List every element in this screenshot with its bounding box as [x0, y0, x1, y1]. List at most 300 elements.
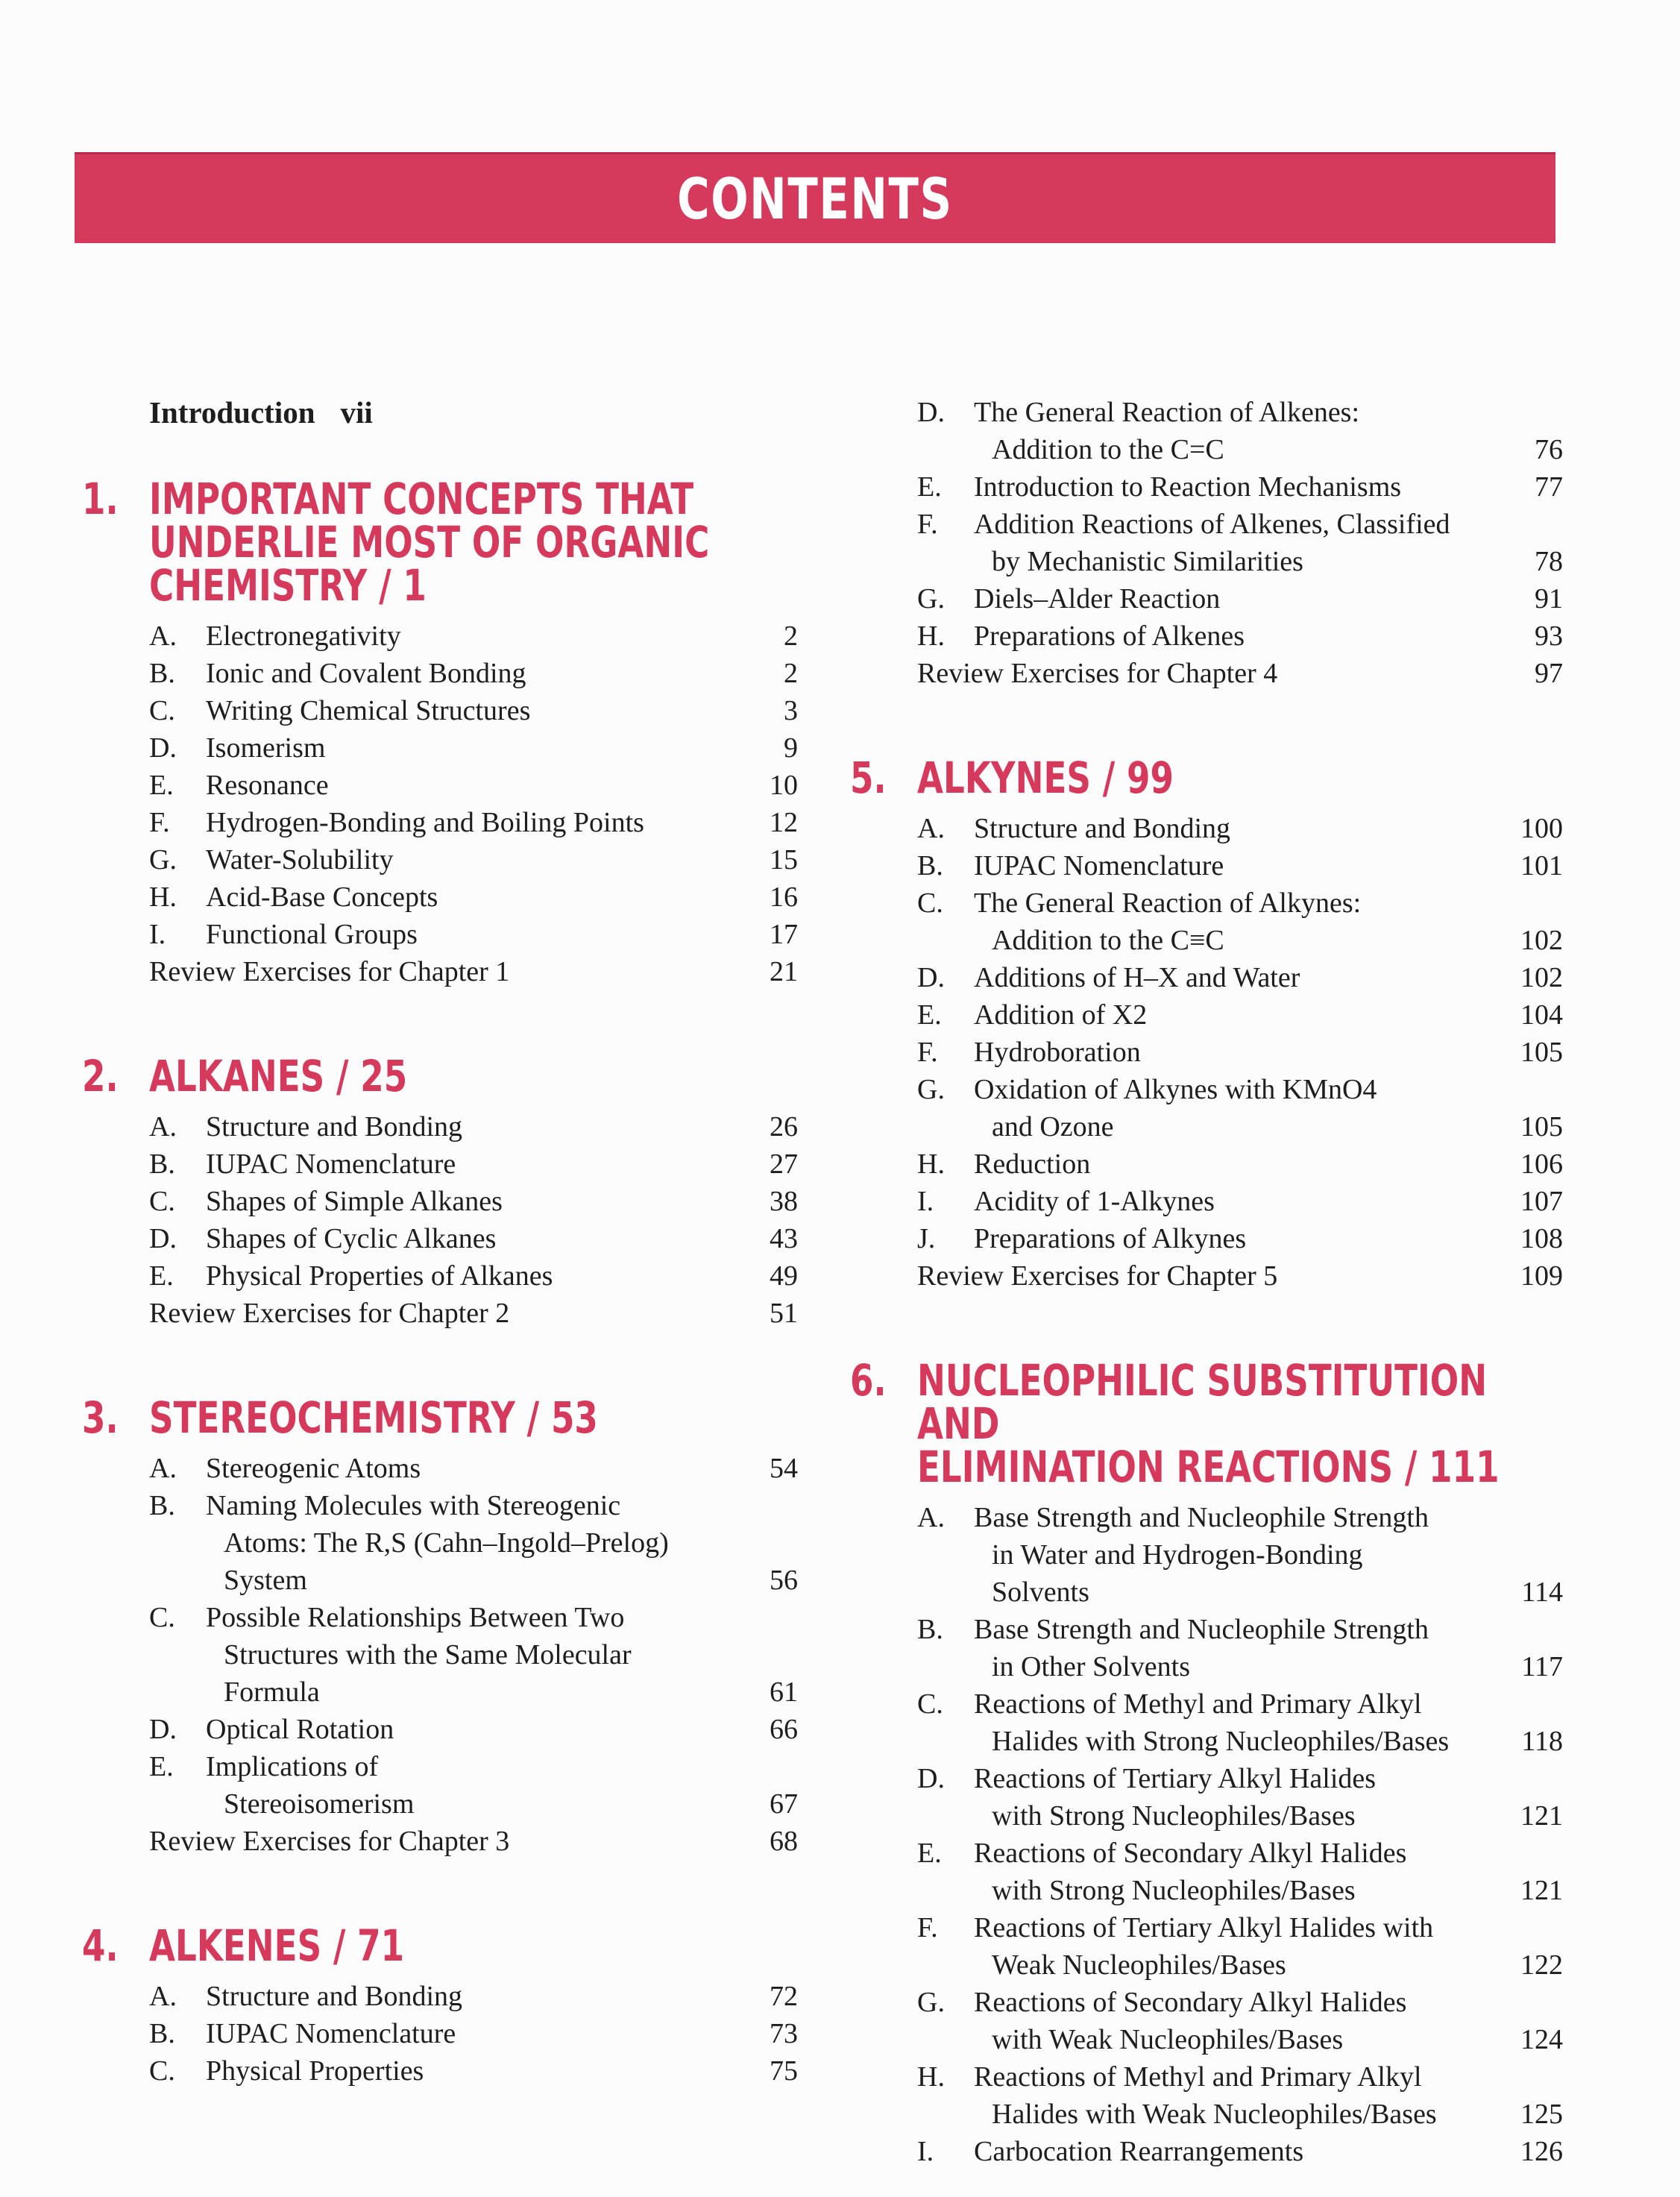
entry-page: 67	[770, 1788, 798, 1820]
entry-text-continued: and Ozone	[992, 1111, 1114, 1142]
entry-letter: C.	[149, 2055, 175, 2087]
chapter-number: 5.	[850, 752, 887, 803]
entry-letter: B.	[149, 1490, 175, 1521]
entry-page: 10	[770, 770, 798, 801]
toc-entry[interactable]	[850, 1071, 1563, 1145]
introduction-page: vii	[340, 395, 373, 430]
entry-page: 108	[1520, 1223, 1563, 1254]
entry-letter: A.	[149, 620, 177, 652]
entry-text: Physical Properties	[206, 2055, 424, 2087]
entry-letter: A.	[917, 1502, 945, 1533]
entry-line	[149, 807, 644, 838]
entry-page: 17	[770, 919, 798, 950]
entry-text-continued: Addition to the C≡C	[992, 925, 1224, 956]
review-label: Review Exercises for Chapter 2	[149, 1298, 510, 1329]
entry-line	[917, 509, 1450, 540]
entry-text-continued: System	[224, 1565, 307, 1596]
entry-page: 118	[1521, 1726, 1563, 1757]
toc-entry[interactable]	[850, 2058, 1563, 2133]
entry-page: 75	[770, 2055, 798, 2087]
entry-letter: H.	[149, 881, 177, 913]
entry-page: 102	[1520, 962, 1563, 993]
entry-letter: B.	[917, 850, 943, 881]
entry-page: 27	[770, 1148, 798, 1180]
entry-page: 126	[1520, 2136, 1563, 2167]
entry-letter: D.	[149, 1714, 177, 1745]
entry-page: 105	[1520, 1111, 1563, 1142]
toc-entry[interactable]	[82, 1145, 798, 1183]
entry-text: Isomerism	[206, 732, 326, 764]
chapter-title: ALKYNES / 99	[917, 752, 1174, 803]
entry-letter: E.	[917, 999, 942, 1031]
toc-entry[interactable]	[850, 959, 1563, 996]
entry-page: 43	[770, 1223, 798, 1254]
toc-entry[interactable]	[82, 1711, 798, 1748]
entry-letter: D.	[917, 962, 945, 993]
entry-text-continued: Halides with Weak Nucleophiles/Bases	[992, 2099, 1437, 2130]
toc-entry[interactable]	[850, 1034, 1563, 1071]
chapter-title: ALKANES / 25	[149, 1051, 408, 1101]
entry-text-continued: Stereoisomerism	[224, 1788, 415, 1820]
right-column	[850, 394, 1563, 2170]
entry-text: Preparations of Alkenes	[974, 620, 1245, 652]
entry-line	[917, 850, 1224, 881]
entry-text-continued: Addition to the C=C	[992, 434, 1224, 465]
entry-line	[149, 1981, 462, 2012]
entry-text: Hydrogen-Bonding and Boiling Points	[206, 807, 644, 838]
toc-entry[interactable]	[82, 841, 798, 879]
entry-line	[917, 397, 1359, 428]
entry-letter: A.	[149, 1981, 177, 2012]
entry-text: Shapes of Simple Alkanes	[206, 1186, 503, 1217]
entry-text: The General Reaction of Alkenes:	[974, 397, 1360, 428]
toc-entry[interactable]	[850, 1145, 1563, 1183]
entry-text: The General Reaction of Alkynes:	[974, 887, 1362, 919]
toc-entry[interactable]	[82, 2052, 798, 2090]
entry-page: 114	[1521, 1577, 1563, 1608]
chapter-heading[interactable]	[850, 1355, 1563, 1492]
page-title: CONTENTS	[677, 166, 953, 232]
toc-entry[interactable]	[82, 617, 798, 655]
entry-line	[917, 1148, 1090, 1180]
entry-letter: D.	[149, 1223, 177, 1254]
entry-line	[149, 1714, 394, 1745]
toc-entry[interactable]	[82, 1599, 798, 1711]
entry-page: 72	[770, 1981, 798, 2012]
entry-letter: E.	[149, 1260, 174, 1292]
entry-text: Reactions of Tertiary Alkyl Halides with	[974, 1912, 1434, 1943]
entry-letter: B.	[917, 1614, 943, 1645]
entry-text-continued: by Mechanistic Similarities	[992, 546, 1303, 577]
toc-entry[interactable]	[850, 1611, 1563, 1685]
entry-page: 26	[770, 1111, 798, 1142]
entry-text: Reactions of Methyl and Primary Alkyl	[974, 1688, 1422, 1720]
entry-text: Electronegativity	[206, 620, 401, 652]
entry-page: 12	[770, 807, 798, 838]
entry-line	[917, 620, 1245, 652]
entry-text-continued: in Other Solvents	[992, 1651, 1190, 1682]
entry-line	[149, 2018, 456, 2049]
entry-text-continued: with Weak Nucleophiles/Bases	[992, 2024, 1344, 2055]
entry-letter: E.	[149, 770, 174, 801]
entry-line	[149, 1148, 456, 1180]
left-column	[82, 394, 798, 2090]
entry-line	[149, 844, 394, 876]
entry-letter: B.	[149, 2018, 175, 2049]
entry-page: 56	[770, 1565, 798, 1596]
chapter-heading[interactable]	[850, 752, 1563, 803]
review-page: 21	[770, 956, 798, 987]
review-page: 68	[770, 1826, 798, 1857]
toc-entry[interactable]	[82, 1487, 798, 1599]
entry-text: IUPAC Nomenclature	[206, 2018, 456, 2049]
chapter-number: 4.	[82, 1920, 119, 1971]
chapter-title: NUCLEOPHILIC SUBSTITUTION AND	[917, 1355, 1488, 1449]
toc-entry[interactable]	[82, 767, 798, 804]
chapter-number: 1.	[82, 474, 119, 524]
chapter-5	[850, 752, 1563, 1295]
review-exercises-entry[interactable]	[850, 655, 1563, 692]
entry-letter: E.	[149, 1751, 174, 1782]
toc-entry[interactable]	[850, 1909, 1563, 1984]
entry-text-continued: Formula	[224, 1676, 320, 1708]
entry-page: 104	[1520, 999, 1563, 1031]
toc-entry[interactable]	[850, 1499, 1563, 1611]
entry-page: 2	[784, 620, 798, 652]
introduction-label: Introduction	[149, 395, 315, 430]
entry-line	[149, 919, 418, 950]
chapter-number: 6.	[850, 1355, 887, 1406]
entry-text: Reactions of Secondary Alkyl Halides	[974, 1987, 1407, 2018]
review-page: 97	[1535, 658, 1563, 689]
entry-line	[149, 1223, 496, 1254]
entry-page: 16	[770, 881, 798, 913]
chapter-title: IMPORTANT CONCEPTS THAT	[149, 474, 694, 524]
entry-letter: H.	[917, 2061, 945, 2093]
entry-text-continued: with Strong Nucleophiles/Bases	[992, 1800, 1356, 1832]
toc-entry[interactable]	[850, 468, 1563, 506]
entry-text-continued: Halides with Strong Nucleophiles/Bases	[992, 1726, 1450, 1757]
entry-page: 73	[770, 2018, 798, 2049]
entry-page: 49	[770, 1260, 798, 1292]
toc-entry[interactable]	[82, 1108, 798, 1145]
entry-page: 76	[1535, 434, 1563, 465]
entry-letter: D.	[149, 732, 177, 764]
chapter-entries	[850, 394, 1563, 692]
toc-entry[interactable]	[850, 394, 1563, 468]
toc-entry[interactable]	[82, 1450, 798, 1487]
entry-page: 38	[770, 1186, 798, 1217]
entry-letter: G.	[917, 1074, 945, 1105]
entry-line	[149, 1111, 462, 1142]
entry-text: Optical Rotation	[206, 1714, 394, 1745]
entry-letter: F.	[917, 1912, 938, 1943]
entry-letter: J.	[917, 1223, 936, 1254]
entry-page: 105	[1520, 1037, 1563, 1068]
entry-letter: B.	[149, 658, 175, 689]
entry-line	[149, 1490, 620, 1521]
entry-page: 122	[1520, 1949, 1563, 1981]
entry-line	[917, 1912, 1433, 1943]
entry-line	[917, 1037, 1141, 1068]
toc-entry[interactable]	[850, 1760, 1563, 1835]
entry-text: Structure and Bonding	[206, 1981, 463, 2012]
entry-letter: G.	[149, 844, 177, 876]
review-label: Review Exercises for Chapter 4	[917, 658, 1278, 689]
entry-letter: A.	[149, 1453, 177, 1484]
toc-entry[interactable]	[850, 1685, 1563, 1760]
toc-entry[interactable]	[850, 1835, 1563, 1909]
entry-text: Shapes of Cyclic Alkanes	[206, 1223, 497, 1254]
entry-letter: C.	[917, 887, 943, 919]
review-page: 109	[1520, 1260, 1563, 1292]
chapter-number: 3.	[82, 1392, 119, 1443]
chapter-6	[850, 1355, 1563, 2170]
entry-text: Naming Molecules with Stereogenic	[206, 1490, 621, 1521]
toc-entry[interactable]	[850, 1984, 1563, 2058]
entry-letter: C.	[149, 695, 175, 726]
toc-entry[interactable]	[850, 2133, 1563, 2170]
entry-text-continued: Atoms: The R,S (Cahn–Ingold–Prelog)	[224, 1527, 669, 1559]
entry-letter: D.	[917, 1763, 945, 1794]
entry-text: Reduction	[974, 1148, 1091, 1180]
chapter-heading[interactable]	[82, 1392, 798, 1443]
entry-line	[917, 1763, 1376, 1794]
entry-line	[917, 962, 1300, 993]
toc-entry[interactable]	[82, 879, 798, 916]
chapter-entries	[82, 617, 798, 990]
entry-letter: F.	[917, 509, 938, 540]
entry-letter: B.	[149, 1148, 175, 1180]
entry-letter: D.	[917, 397, 945, 428]
entry-page: 100	[1520, 813, 1563, 844]
review-exercises-entry[interactable]	[82, 1295, 798, 1332]
entry-line	[917, 2136, 1303, 2167]
chapter-heading[interactable]	[82, 1920, 798, 1971]
entry-letter: F.	[149, 807, 170, 838]
chapter-3	[82, 1392, 798, 1860]
entry-text: IUPAC Nomenclature	[206, 1148, 456, 1180]
entry-text: Structure and Bonding	[974, 813, 1231, 844]
entry-letter: C.	[149, 1602, 175, 1633]
chapter-title: UNDERLIE MOST OF ORGANIC	[149, 517, 710, 568]
toc-entry[interactable]	[850, 884, 1563, 959]
entry-page: 102	[1520, 925, 1563, 956]
entry-line	[917, 583, 1220, 615]
entry-page: 106	[1520, 1148, 1563, 1180]
entry-line	[149, 881, 438, 913]
chapter-4	[82, 1920, 798, 2090]
entry-page: 93	[1535, 620, 1563, 652]
review-page: 51	[770, 1298, 798, 1329]
entry-line	[149, 1186, 503, 1217]
entry-text: Additions of H–X and Water	[974, 962, 1300, 993]
entry-text: Hydroboration	[974, 1037, 1141, 1068]
entry-text: Addition Reactions of Alkenes, Classified	[974, 509, 1450, 540]
entry-page: 101	[1520, 850, 1563, 881]
chapter-number: 2.	[82, 1051, 119, 1101]
toc-entry[interactable]	[82, 1257, 798, 1295]
entry-line	[149, 1602, 624, 1633]
entry-text: Reactions of Secondary Alkyl Halides	[974, 1838, 1407, 1869]
introduction-entry[interactable]	[82, 394, 798, 431]
toc-entry[interactable]	[82, 1748, 798, 1823]
entry-text: Base Strength and Nucleophile Strength	[974, 1614, 1429, 1645]
toc-entry[interactable]	[82, 1978, 798, 2015]
entry-text: Ionic and Covalent Bonding	[206, 658, 526, 689]
toc-entry[interactable]	[850, 810, 1563, 847]
entry-text: Implications of	[206, 1751, 379, 1782]
review-exercises-entry[interactable]	[850, 1257, 1563, 1295]
entry-page: 121	[1520, 1800, 1563, 1832]
entry-letter: I.	[149, 919, 166, 950]
entry-text-continued: Solvents	[992, 1577, 1089, 1608]
toc-entry[interactable]	[82, 804, 798, 841]
toc-entry[interactable]	[850, 996, 1563, 1034]
entry-line	[917, 1502, 1429, 1533]
entry-page: 91	[1535, 583, 1563, 615]
chapter-title: STEREOCHEMISTRY / 53	[149, 1392, 598, 1443]
toc-entry[interactable]	[82, 916, 798, 953]
chapter-entries	[850, 1499, 1563, 2170]
toc-entry[interactable]	[82, 2015, 798, 2052]
chapter-entries	[82, 1108, 798, 1332]
review-label: Review Exercises for Chapter 3	[149, 1826, 510, 1857]
toc-entry[interactable]	[850, 580, 1563, 617]
review-label: Review Exercises for Chapter 5	[917, 1260, 1278, 1292]
entry-page: 66	[770, 1714, 798, 1745]
toc-entry[interactable]	[850, 1183, 1563, 1220]
entry-page: 77	[1535, 471, 1563, 503]
entry-text: Acidity of 1-Alkynes	[974, 1186, 1215, 1217]
toc-entry[interactable]	[82, 692, 798, 729]
entry-page: 124	[1520, 2024, 1563, 2055]
entry-line	[149, 620, 401, 652]
entry-text: Introduction to Reaction Mechanisms	[974, 471, 1402, 503]
entry-letter: C.	[917, 1688, 943, 1720]
entry-letter: I.	[917, 2136, 934, 2167]
toc-entry[interactable]	[850, 1220, 1563, 1257]
entry-text: Water-Solubility	[206, 844, 394, 876]
entry-line	[917, 1838, 1406, 1869]
entry-page: 15	[770, 844, 798, 876]
entry-line	[149, 658, 526, 689]
chapter-4	[850, 394, 1563, 692]
entry-letter: H.	[917, 620, 945, 652]
entry-text-continued: with Strong Nucleophiles/Bases	[992, 1875, 1356, 1906]
toc-entry[interactable]	[82, 1183, 798, 1220]
review-exercises-entry[interactable]	[82, 953, 798, 990]
entry-text: Diels–Alder Reaction	[974, 583, 1221, 615]
entry-line	[917, 2061, 1422, 2093]
entry-page: 9	[784, 732, 798, 764]
entry-text: Reactions of Methyl and Primary Alkyl	[974, 2061, 1422, 2093]
chapter-2	[82, 1051, 798, 1332]
entry-text: Preparations of Alkynes	[974, 1223, 1247, 1254]
entry-line	[149, 1260, 553, 1292]
chapter-entries	[850, 810, 1563, 1295]
entry-line	[917, 999, 1147, 1031]
entry-text: Carbocation Rearrangements	[974, 2136, 1304, 2167]
entry-text: Writing Chemical Structures	[206, 695, 531, 726]
entry-letter: A.	[149, 1111, 177, 1142]
toc-entry[interactable]	[850, 617, 1563, 655]
entry-text-continued: in Water and Hydrogen-Bonding	[992, 1539, 1363, 1571]
entry-letter: G.	[917, 583, 945, 615]
entry-line	[149, 770, 329, 801]
toc-entry[interactable]	[82, 1220, 798, 1257]
chapter-title: CHEMISTRY / 1	[149, 560, 427, 611]
entry-line	[917, 1614, 1429, 1645]
entry-text: Reactions of Tertiary Alkyl Halides	[974, 1763, 1377, 1794]
entry-page: 117	[1521, 1651, 1563, 1682]
entry-text: IUPAC Nomenclature	[974, 850, 1224, 881]
entry-line	[917, 887, 1361, 919]
entry-page: 78	[1535, 546, 1563, 577]
entry-page: 2	[784, 658, 798, 689]
toc-entry[interactable]	[82, 655, 798, 692]
entry-line	[917, 1688, 1422, 1720]
entry-letter: I.	[917, 1186, 934, 1217]
entry-letter: F.	[917, 1037, 938, 1068]
entry-line	[149, 695, 530, 726]
entry-text: Acid-Base Concepts	[206, 881, 438, 913]
entry-text: Structure and Bonding	[206, 1111, 463, 1142]
entry-text: Functional Groups	[206, 919, 418, 950]
contents-banner	[75, 152, 1555, 243]
entry-text: Stereogenic Atoms	[206, 1453, 421, 1484]
entry-line	[917, 1987, 1406, 2018]
entry-text: Resonance	[206, 770, 329, 801]
entry-page: 54	[770, 1453, 798, 1484]
chapter-heading[interactable]	[82, 474, 798, 611]
entry-text: Physical Properties of Alkanes	[206, 1260, 553, 1292]
entry-page: 107	[1520, 1186, 1563, 1217]
review-label: Review Exercises for Chapter 1	[149, 956, 510, 987]
toc-entry[interactable]	[82, 729, 798, 767]
chapter-entries	[82, 1978, 798, 2090]
entry-page: 3	[784, 695, 798, 726]
entry-text: Possible Relationships Between Two	[206, 1602, 625, 1633]
entry-letter: E.	[917, 471, 942, 503]
entry-line	[917, 1074, 1377, 1105]
chapter-heading[interactable]	[82, 1051, 798, 1101]
entry-page: 121	[1520, 1875, 1563, 1906]
entry-letter: C.	[149, 1186, 175, 1217]
entry-letter: G.	[917, 1987, 945, 2018]
toc-entry[interactable]	[850, 847, 1563, 884]
chapter-entries	[82, 1450, 798, 1860]
review-exercises-entry[interactable]	[82, 1823, 798, 1860]
entry-text: Addition of X2	[974, 999, 1148, 1031]
entry-line	[149, 2055, 424, 2087]
entry-line	[917, 1186, 1215, 1217]
entry-text-continued: Structures with the Same Molecular	[224, 1639, 632, 1670]
entry-line	[149, 732, 325, 764]
entry-text-continued: Weak Nucleophiles/Bases	[992, 1949, 1286, 1981]
entry-line	[149, 1751, 378, 1782]
chapter-title: ELIMINATION REACTIONS / 111	[917, 1442, 1500, 1492]
entry-page: 61	[770, 1676, 798, 1708]
entry-line	[149, 1453, 421, 1484]
chapter-1	[82, 474, 798, 990]
toc-entry[interactable]	[850, 506, 1563, 580]
entry-page: 125	[1520, 2099, 1563, 2130]
chapter-title: ALKENES / 71	[149, 1920, 405, 1971]
entry-letter: H.	[917, 1148, 945, 1180]
entry-text: Oxidation of Alkynes with KMnO4	[974, 1074, 1377, 1105]
entry-line	[917, 813, 1230, 844]
